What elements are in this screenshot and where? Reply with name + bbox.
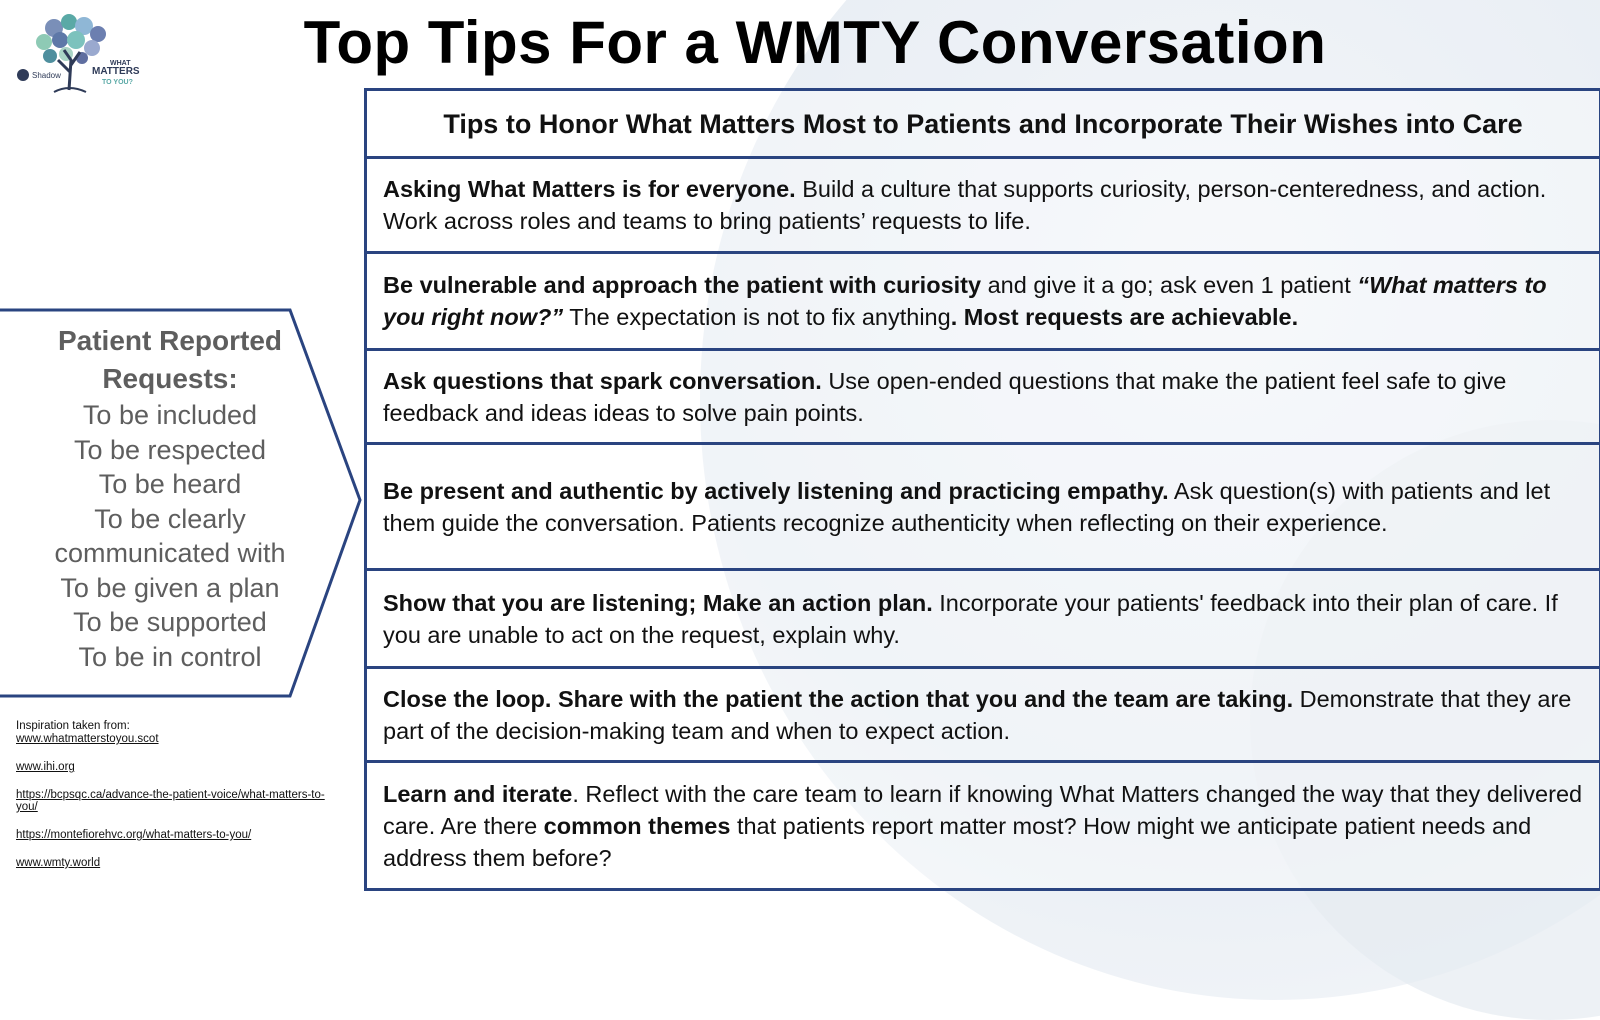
- tip-bold: Learn and iterate: [383, 780, 573, 807]
- tip-row: [367, 254, 1599, 351]
- tip-text: [383, 475, 1583, 539]
- tip-body: Ask question(s) with patients and let them guide the conversation. Patients recognize authenticity when reflecting on their experience.: [383, 477, 1551, 536]
- tip-bold: Show that you are listening; Make an action plan.: [383, 589, 933, 616]
- source-link[interactable]: www.wmty.world: [16, 857, 101, 869]
- tip-bold: common themes: [543, 812, 731, 839]
- tip-bold: . Most requests are achievable.: [950, 304, 1299, 330]
- tip-body: The expectation is not to fix anything: [563, 304, 951, 330]
- tip-bold: Close the loop. Share with the patient the action that you and the team are taking.: [383, 685, 1294, 712]
- request-item: To be given a plan: [60, 572, 280, 603]
- tips-header: Tips to Honor What Matters Most to Patients and Incorporate Their Wishes into Care: [367, 91, 1599, 159]
- tip-row: [367, 351, 1599, 445]
- request-item: To be supported: [73, 607, 267, 637]
- tip-body: Build a culture that supports curiosity, person-centeredness, and action. Work across roles and teams to bring patients’ requests to life.: [383, 176, 1547, 234]
- tip-text: [383, 778, 1583, 874]
- tip-row: [367, 669, 1599, 763]
- request-item: To be clearly communicated with: [54, 503, 286, 568]
- tip-quote: “What matters to you right now?”: [383, 272, 1547, 330]
- logo-line2: MATTERS: [92, 66, 140, 77]
- patient-reported-requests: [16, 322, 324, 674]
- source-link[interactable]: www.ihi.org: [16, 761, 75, 773]
- sources: [16, 720, 346, 869]
- tip-text: [383, 269, 1583, 333]
- logo: [14, 10, 144, 95]
- source-link[interactable]: https://bcpsqc.ca/advance-the-patient-voice/what-matters-to-you/: [16, 789, 325, 813]
- tip-body: Demonstrate that they are part of the decision-making team and when to expect action.: [383, 685, 1572, 744]
- tip-row: [367, 763, 1599, 891]
- tip-text: [383, 683, 1583, 747]
- tip-body: Use open-ended questions that make the patient feel safe to give feedback and ideas ideas to solve pain points.: [383, 367, 1507, 426]
- logo-line3: TO YOU?: [102, 79, 133, 86]
- tip-text: [383, 173, 1583, 237]
- tip-bold: Asking What Matters is for everyone.: [383, 176, 796, 202]
- source-link[interactable]: www.whatmatterstoyou.scot: [16, 733, 159, 745]
- logo-brand: Shadow: [32, 71, 61, 80]
- tip-bold: Be present and authentic by actively listening and practicing empathy.: [383, 477, 1169, 504]
- tip-text: [383, 365, 1583, 429]
- request-item: To be heard: [98, 469, 242, 499]
- tip-bold: Be vulnerable and approach the patient with curiosity: [383, 272, 982, 298]
- source-link[interactable]: https://montefiorehvc.org/what-matters-to-you/: [16, 829, 252, 841]
- requests-heading: Patient Reported Requests:: [57, 325, 283, 394]
- request-item: To be respected: [73, 434, 267, 465]
- tip-body: that patients report matter most? How might we anticipate patient needs and address them before?: [383, 812, 1532, 871]
- tip-text: [383, 587, 1583, 651]
- request-item: To be in control: [78, 641, 262, 672]
- logo-line1: WHAT: [110, 60, 131, 67]
- page-title: Top Tips For a WMTY Conversation: [303, 9, 1327, 76]
- tips-table: [364, 88, 1600, 891]
- tip-row: [367, 159, 1599, 254]
- sources-label: Inspiration taken from:: [16, 720, 130, 732]
- tip-body: and give it a go; ask even 1 patient: [981, 272, 1358, 298]
- tip-body: Incorporate your patients' feedback into their plan of care. If you are unable to act on the request, explain why.: [383, 589, 1558, 648]
- tip-bold: Ask questions that spark conversation.: [383, 367, 822, 394]
- tip-body: . Reflect with the care team to learn if knowing What Matters changed the way that they delivered care. Are there: [383, 780, 1583, 839]
- tip-row: [367, 445, 1599, 571]
- request-item: To be included: [82, 400, 258, 430]
- tip-row: [367, 571, 1599, 669]
